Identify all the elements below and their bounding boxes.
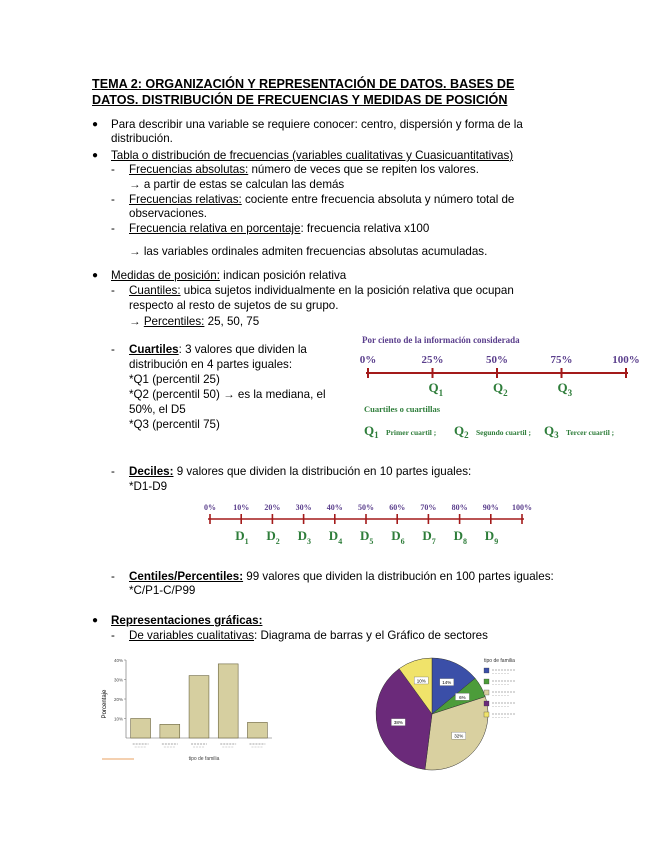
graficas-heading: Representaciones gráficas: (111, 614, 263, 627)
bar-chart-ytick: 40% (113, 658, 123, 663)
bar-chart-ytick: 10% (113, 716, 123, 722)
decile-label: $D_6$ (391, 528, 405, 546)
bar (131, 719, 151, 739)
decile-tick-label: 50% (358, 503, 374, 512)
pie-slice-label: 14% (442, 680, 452, 686)
pie-legend-swatch (484, 668, 489, 673)
decile-label: $D_7$ (422, 528, 436, 546)
decile-label-sub: 3 (306, 537, 311, 546)
decile-tick-label: 70% (420, 503, 437, 512)
percentiles-line (129, 315, 259, 329)
decile-label-sub: 1 (244, 537, 249, 546)
quartile-legend-q: $Q_2$ (454, 423, 469, 440)
quartile-label: $Q_3$ (557, 380, 573, 398)
title-line-2: DATOS. DISTRIBUCIÓN DE FRECUENCIAS Y MEDIDAS DE POSICIÓN (92, 93, 508, 107)
pie-slice-label: 6% (459, 694, 466, 700)
decile-label-sub: 8 (462, 537, 467, 546)
tabla-heading: Tabla o distribución de frecuencias (variables cualitativas y Cuasicuantitativas) (111, 149, 514, 162)
decile-figure (198, 498, 530, 554)
decile-tick-label: 30% (295, 503, 312, 512)
quartile-legend-label: Segundo cuartil ; (476, 428, 532, 437)
decile-tick-label: 40% (326, 503, 343, 512)
medidas-text: indican posición relativa (219, 269, 347, 282)
cuartiles-line-3: *Q1 (percentil 25) (129, 373, 220, 386)
pie-chart (366, 652, 536, 772)
quartile-label-sub: 1 (438, 388, 444, 398)
cuartiles-line-4: *Q2 (percentil 50) → es la mediana, el (129, 388, 326, 401)
dash-icon: - (111, 570, 115, 583)
dash-icon: - (111, 163, 115, 176)
decile-label-sub: 7 (431, 537, 436, 546)
decile-label: $D_2$ (266, 528, 280, 546)
decile-tick-label: 80% (451, 503, 468, 512)
frec-rel-term: Frecuencias relativas: (129, 193, 242, 206)
quartile-label-sub: 3 (567, 388, 573, 398)
dash-icon: - (111, 284, 115, 297)
cuartiles-line-6: *Q3 (percentil 75) (129, 418, 220, 431)
dash-icon: - (111, 222, 115, 235)
quartile-figure (358, 332, 640, 444)
title-line-1: TEMA 2: ORGANIZACIÓN Y REPRESENTACIÓN DE DATOS. BASES DE (92, 77, 515, 91)
bar-chart-ytick: 20% (113, 697, 123, 702)
frec-pct-line (129, 222, 429, 236)
frec-abs-arrow: → a partir de estas se calculan las demás (129, 178, 345, 191)
pie-slice-label: 38% (393, 720, 403, 726)
decile-label-sub: 9 (494, 537, 499, 546)
quartile-tick-label: 50% (486, 354, 508, 366)
decile-label-sub: 6 (400, 537, 405, 546)
quartile-legend-q: $Q_3$ (544, 423, 559, 440)
quartile-label: $Q_1$ (428, 380, 444, 398)
frec-rel-text: cociente entre frecuencia absoluta y número total de (241, 193, 515, 206)
quartile-legend-sub: 2 (464, 430, 469, 440)
decile-tick-label: 90% (482, 503, 499, 512)
centiles-line (129, 570, 554, 584)
quartile-legend-sub: 1 (374, 430, 379, 440)
deciles-line (129, 465, 471, 479)
cuartiles-text: : 3 valores que dividen la (178, 343, 307, 356)
bar-chart-ytick: 30% (113, 677, 123, 683)
quartile-subheader: Cuartiles o cuartillas (364, 404, 441, 414)
quartile-tick-label: 100% (612, 354, 640, 366)
deciles-term: Deciles: (129, 465, 174, 478)
frec-abs-text: número de veces que se repiten los valores. (248, 163, 479, 176)
bullet-icon: ● (92, 150, 99, 161)
quartile-tick-label: 25% (421, 354, 444, 366)
medidas-term: Medidas de posición: (111, 269, 220, 282)
bar (189, 676, 209, 738)
bar (160, 724, 180, 738)
quartile-legend-q: $Q_1$ (364, 423, 379, 440)
bar (247, 722, 267, 738)
centiles-text: 99 valores que dividen la distribución en 100 partes iguales: (243, 570, 554, 583)
dash-icon: - (111, 343, 115, 356)
medidas-line (111, 269, 346, 283)
percentiles-text: 25, 50, 75 (204, 315, 260, 328)
frec-pct-text: : frecuencia relativa x100 (300, 222, 430, 235)
quartile-legend-label: Primer cuartil ; (386, 428, 437, 437)
cuantiles-text: ubica sujetos individualmente en la posición relativa que ocupan (180, 284, 514, 297)
pie-slice-label: 32% (454, 733, 464, 739)
page-title (92, 76, 562, 108)
decile-label: $D_1$ (235, 528, 249, 546)
bullet-icon: ● (92, 119, 99, 130)
cuartiles-line-5: 50%, el D5 (129, 403, 186, 416)
decile-tick-label: 60% (389, 503, 406, 512)
quartile-legend-label: Tercer cuartil ; (566, 428, 615, 437)
quartile-label-sub: 2 (503, 388, 508, 398)
quartile-tick-label: 0% (359, 354, 377, 366)
decile-label-sub: 2 (275, 537, 280, 546)
pie-legend-swatch (484, 690, 489, 695)
frec-pct-term: Frecuencia relativa en porcentaje (129, 222, 301, 235)
decile-label: $D_8$ (453, 528, 467, 546)
decile-label-sub: 4 (338, 537, 343, 546)
frec-abs-term: Frecuencias absolutas: (129, 163, 249, 176)
dash-icon: - (111, 193, 115, 206)
dash-icon: - (111, 465, 115, 478)
pie-legend-title: tipo de familia (484, 658, 515, 664)
cuartiles-line (129, 343, 307, 357)
centiles-line-2: *C/P1-C/P99 (129, 584, 196, 597)
decile-tick-label: 100% (512, 503, 532, 512)
cuantiles-term: Cuantiles: (129, 284, 181, 297)
quartile-legend-sub: 3 (554, 430, 559, 440)
quartile-label: $Q_2$ (493, 380, 508, 398)
graficas-line (129, 629, 488, 643)
cuantiles-line (129, 284, 514, 298)
cuartiles-term: Cuartiles (129, 343, 179, 356)
pie-slice-label: 10% (416, 678, 426, 684)
arrow-icon: → (129, 315, 144, 328)
decile-tick-label: 10% (233, 503, 250, 512)
decile-label: $D_5$ (360, 528, 374, 546)
deciles-text: 9 valores que dividen la distribución en 10 partes iguales: (173, 465, 472, 478)
frec-abs-line (129, 163, 479, 177)
graficas-cual-text: : Diagrama de barras y el Gráfico de sectores (254, 629, 488, 642)
frec-rel-line-2: observaciones. (129, 207, 207, 220)
dash-icon: - (111, 629, 115, 642)
deciles-line-2: *D1-D9 (129, 480, 168, 493)
bar (218, 664, 238, 738)
bullet-icon: ● (92, 270, 99, 281)
decile-label: $D_3$ (297, 528, 311, 546)
cuantiles-line-2: respecto al resto de sujetos de su grupo. (129, 299, 339, 312)
frec-rel-line (129, 193, 514, 207)
cuartiles-line-2: distribución en 4 partes iguales: (129, 358, 293, 371)
bar-chart (100, 652, 280, 764)
quartile-header: Por ciento de la información considerada (362, 335, 520, 345)
centiles-term: Centiles/Percentiles: (129, 570, 244, 583)
decile-tick-label: 20% (264, 503, 281, 512)
pie-legend-swatch (484, 679, 489, 684)
bar-chart-xlabel: tipo de familia (188, 756, 220, 762)
quartile-tick-label: 75% (550, 354, 573, 366)
decile-label: $D_4$ (328, 528, 343, 546)
pie-legend-swatch (484, 701, 489, 706)
graficas-cual-term: De variables cualitativas (129, 629, 255, 642)
percentiles-term: Percentiles: (143, 315, 205, 328)
bar-chart-ylabel: Porcentaje (102, 689, 108, 719)
intro-line-1: Para describir una variable se requiere conocer: centro, dispersión y forma de la (111, 118, 523, 131)
decile-tick-label: 0% (204, 503, 216, 512)
tabla-note: → las variables ordinales admiten frecuencias absolutas acumuladas. (129, 245, 488, 258)
bullet-icon: ● (92, 615, 99, 626)
decile-label-sub: 5 (369, 537, 374, 546)
decile-label: $D_9$ (484, 528, 499, 546)
intro-line-2: distribución. (111, 132, 173, 145)
pie-legend-swatch (484, 712, 489, 717)
